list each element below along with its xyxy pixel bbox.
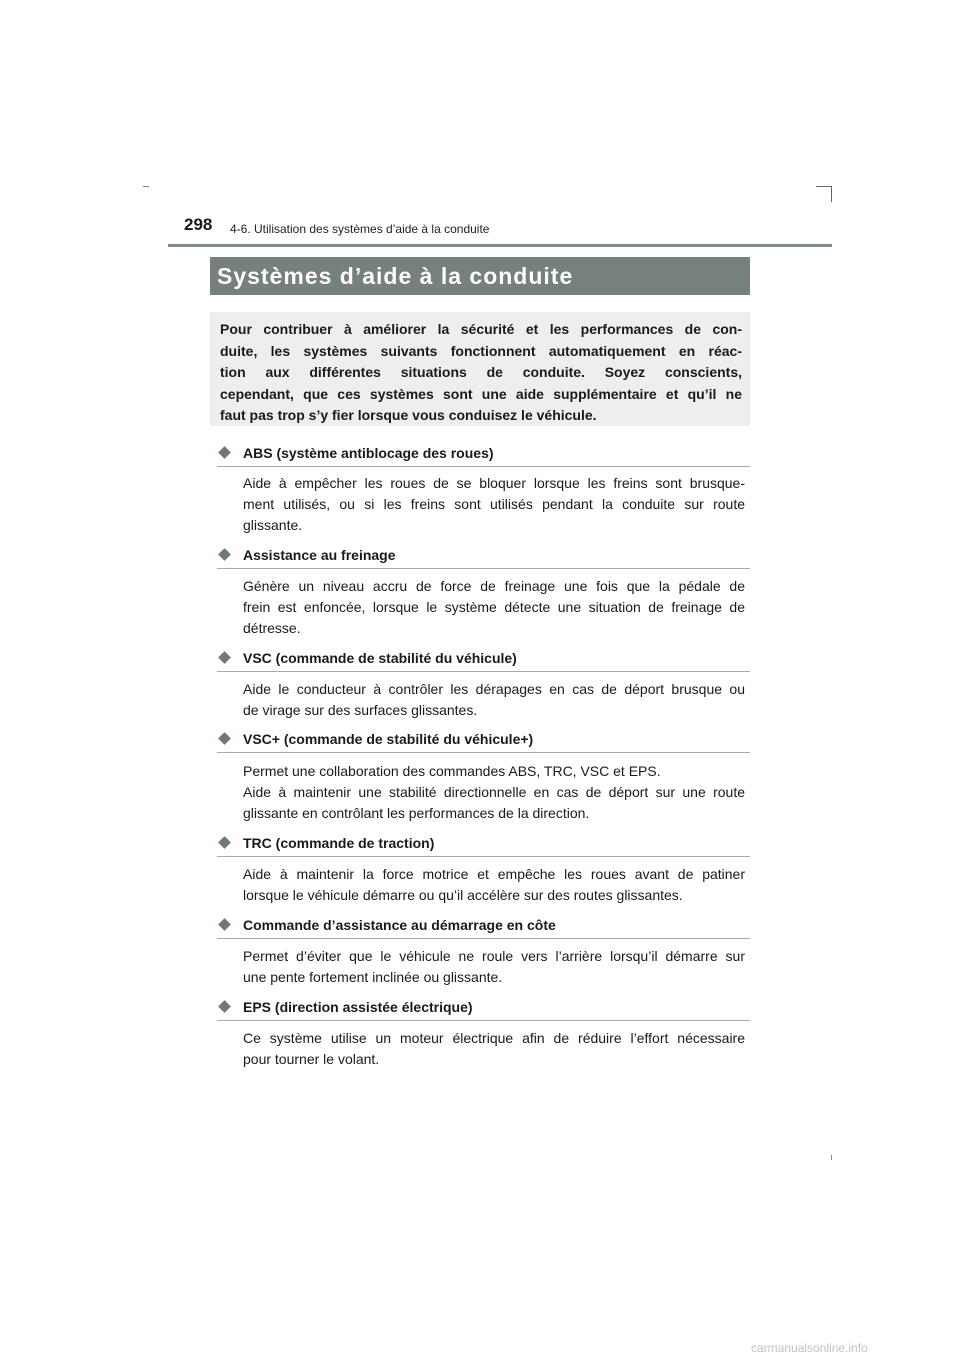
section-text-line: pour tourner le volant.	[243, 1051, 380, 1067]
section-text-line: Permet d’éviter que le véhicule ne roule vers l’arrière lorsqu’il démarre sur	[243, 948, 745, 964]
section-text-line: Génère un niveau accru de force de freinage une fois que la pédale de	[243, 578, 745, 594]
section-text-line: frein est enfoncée, lorsque le système détecte une situation de freinage de	[243, 599, 745, 615]
section-text-line: Aide à maintenir la force motrice et empêche les roues avant de patiner	[243, 866, 745, 882]
section-text-line: Permet une collaboration des commandes ABS, TRC, VSC et EPS.	[243, 763, 661, 779]
section-title: TRC (commande de traction)	[243, 835, 435, 851]
section-heading-trc	[217, 834, 750, 857]
intro-line: duite, les systèmes suivants fonctionnent automatiquement en réac-	[220, 342, 742, 359]
section-text-line: de virage sur des surfaces glissantes.	[243, 702, 478, 718]
diamond-bullet-icon	[218, 446, 231, 459]
section-text-line: Aide à empêcher les roues de se bloquer lorsque les freins sont brusque-	[243, 475, 745, 491]
diamond-bullet-icon	[218, 1000, 231, 1013]
section-text-line: ment utilisés, ou si les freins sont utilisés pendant la conduite sur route	[243, 496, 745, 512]
section-text-line: glissante en contrôlant les performances de la direction.	[243, 805, 590, 821]
section-text-line: lorsque le véhicule démarre ou qu’il accélère sur des routes glissantes.	[243, 887, 683, 903]
diamond-bullet-icon	[218, 836, 231, 849]
section-heading-abs	[217, 444, 750, 467]
section-title: Assistance au freinage	[243, 547, 396, 563]
section-heading-eps	[217, 998, 750, 1021]
section-heading-hill-start	[217, 916, 750, 939]
section-text-line: Aide le conducteur à contrôler les dérapages en cas de déport brusque ou	[243, 681, 745, 697]
section-text-line: glissante.	[243, 517, 303, 533]
section-heading-brake-assist	[217, 546, 750, 569]
section-text-line: Aide à maintenir une stabilité directionnelle en cas de déport sur une route	[243, 784, 745, 800]
intro-line: cependant, que ces systèmes sont une aide supplémentaire et qu’il ne	[220, 385, 742, 402]
diamond-bullet-icon	[218, 732, 231, 745]
crop-mark	[143, 186, 149, 187]
section-title: ABS (système antiblocage des roues)	[243, 445, 494, 461]
diamond-bullet-icon	[218, 548, 231, 561]
section-text-line: détresse.	[243, 620, 301, 636]
running-header: 4-6. Utilisation des systèmes d’aide à la conduite	[230, 222, 490, 236]
section-text-line: Ce système utilise un moteur électrique afin de réduire l’effort nécessaire	[243, 1030, 745, 1046]
page-title: Systèmes d’aide à la conduite	[210, 257, 750, 295]
crop-mark	[816, 186, 832, 187]
intro-box	[210, 312, 750, 426]
intro-line: tion aux différentes situations de conduite. Soyez conscients,	[220, 364, 742, 380]
section-title: VSC (commande de stabilité du véhicule)	[243, 650, 517, 666]
diamond-bullet-icon	[218, 651, 231, 664]
crop-mark	[831, 186, 832, 202]
watermark: carmanualsonline.info	[751, 1341, 868, 1355]
page-number: 298	[184, 215, 213, 234]
section-heading-vsc	[217, 649, 750, 672]
section-title: VSC+ (commande de stabilité du véhicule+)	[243, 731, 534, 747]
section-heading-vsc-plus	[217, 730, 750, 753]
section-title: Commande d’assistance au démarrage en côte	[243, 917, 556, 933]
header-rule	[168, 244, 832, 247]
crop-mark	[831, 1155, 832, 1160]
section-title: EPS (direction assistée électrique)	[243, 999, 473, 1015]
diamond-bullet-icon	[218, 918, 231, 931]
section-text-line: une pente fortement inclinée ou glissante.	[243, 969, 503, 985]
intro-line: faut pas trop s’y fier lorsque vous conduisez le véhicule.	[220, 407, 597, 423]
intro-line: Pour contribuer à améliorer la sécurité et les performances de con-	[220, 321, 742, 337]
